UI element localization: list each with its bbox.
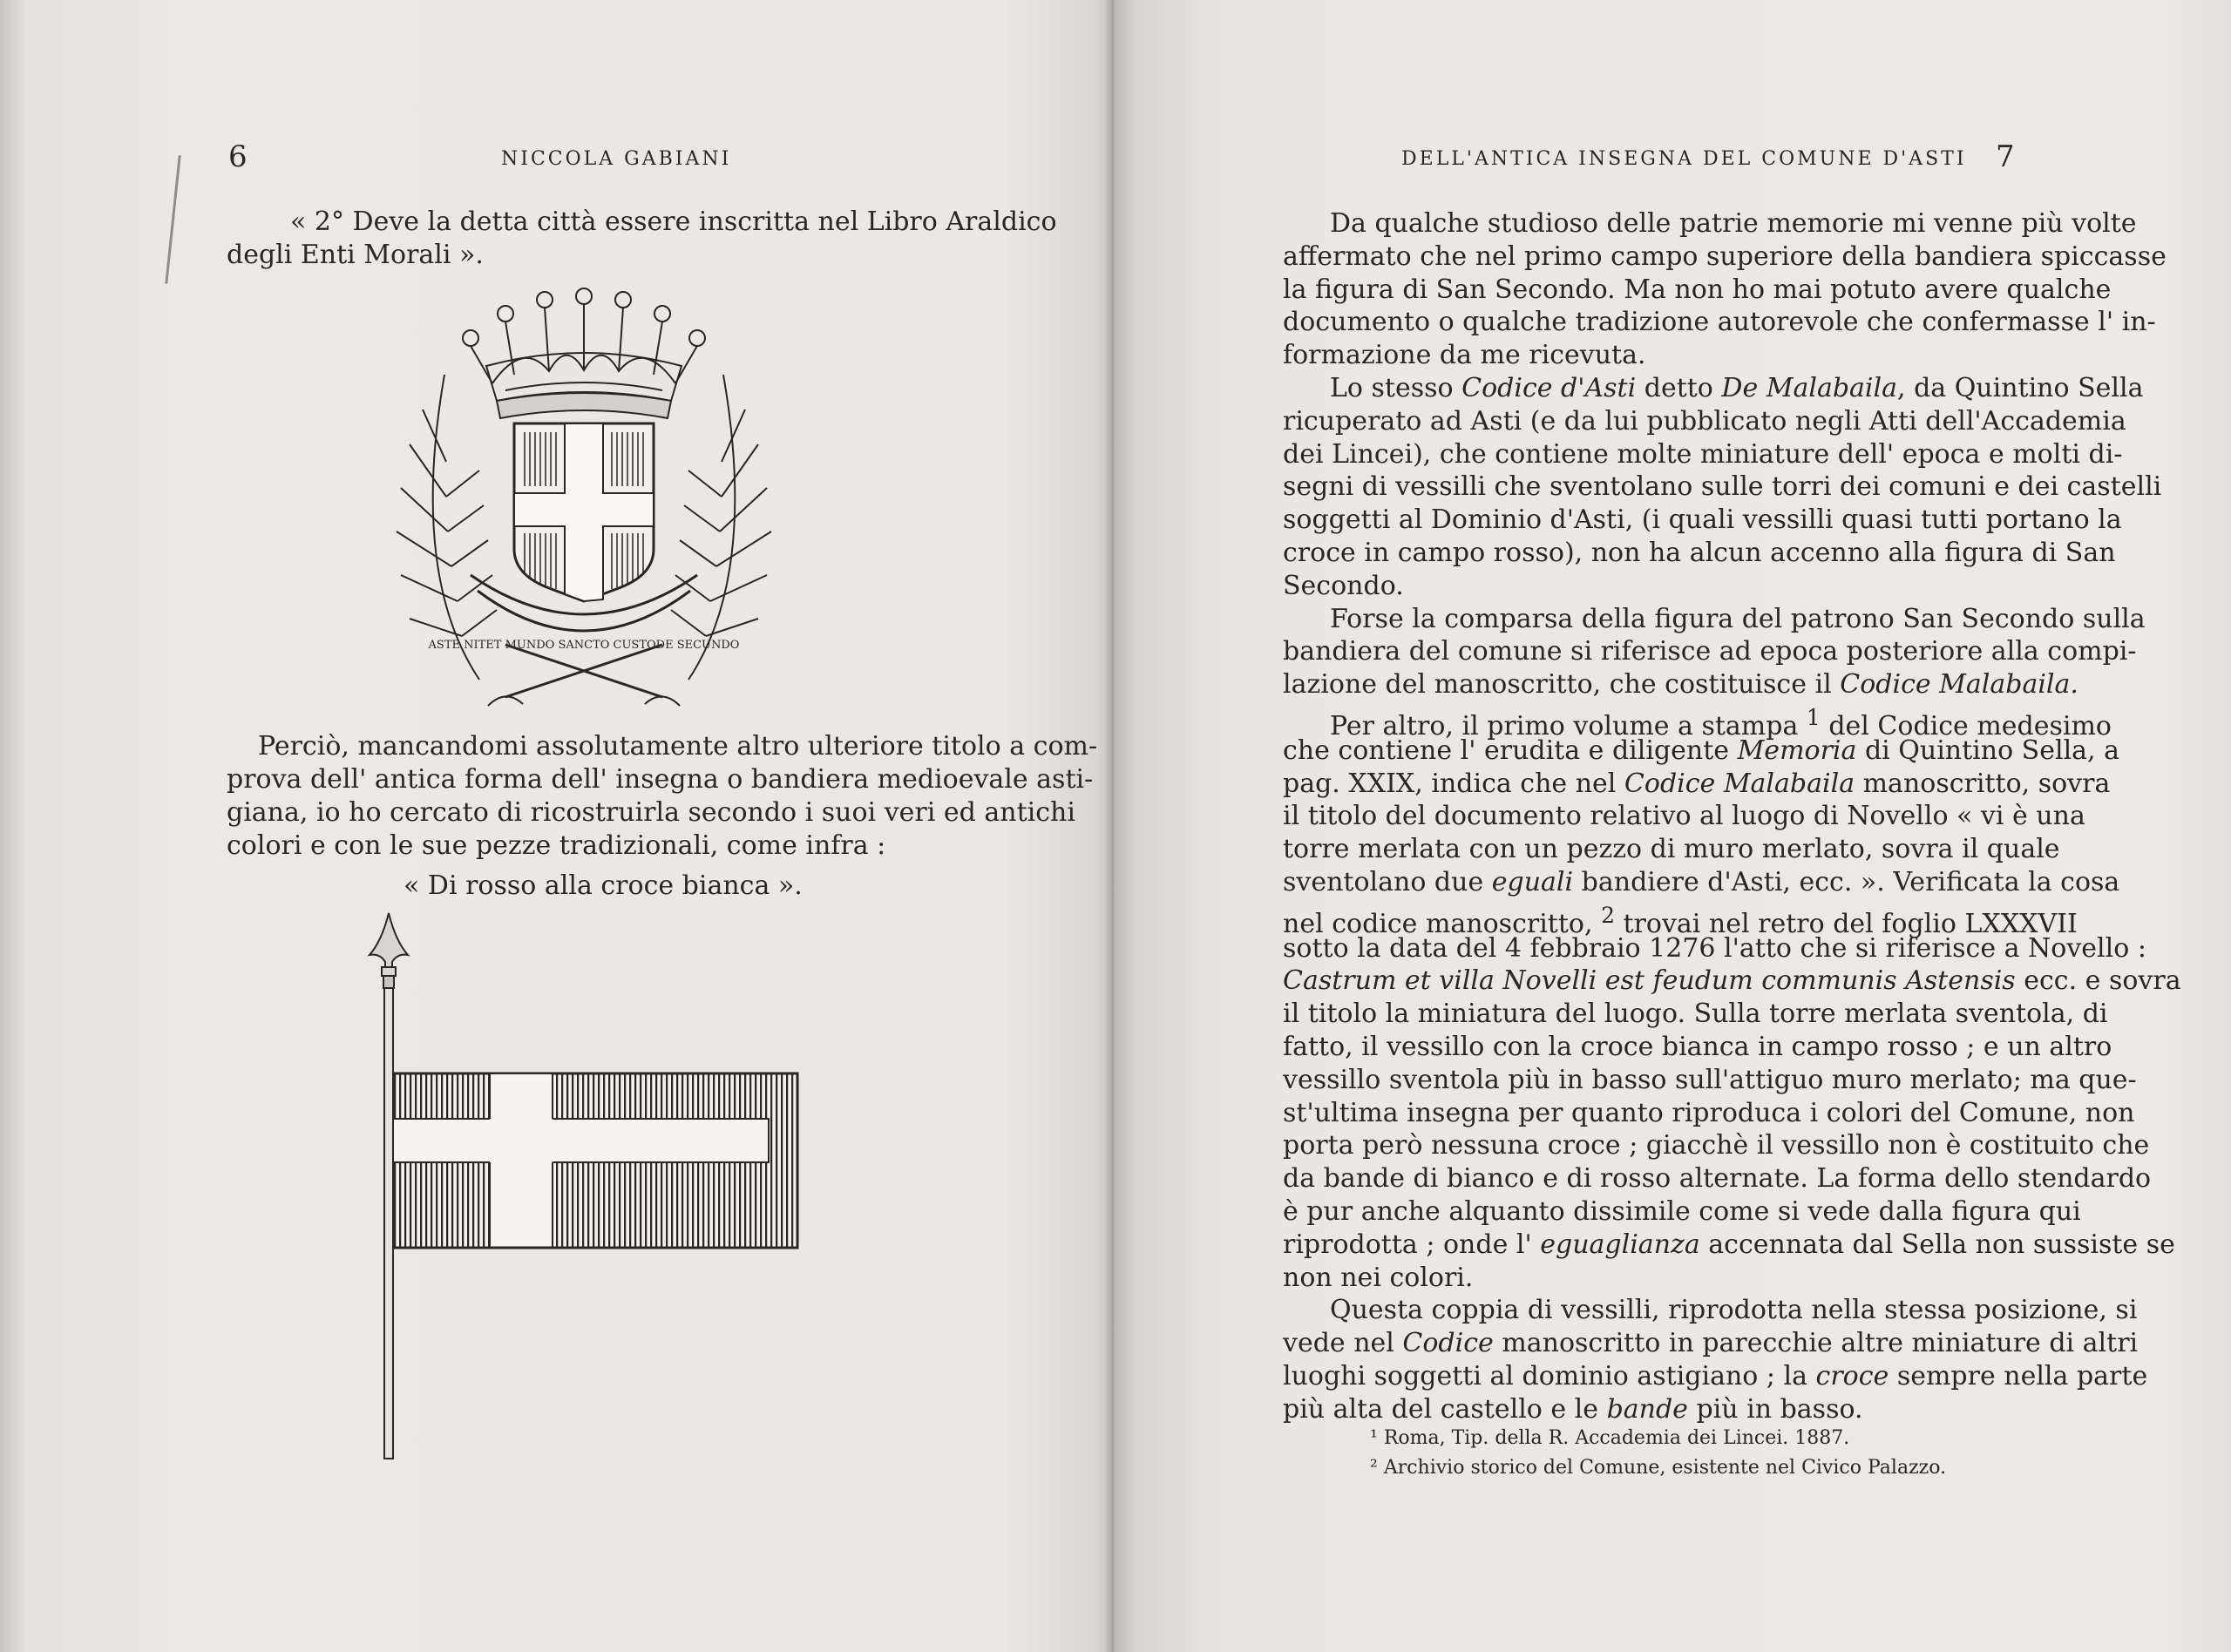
- quote-line: « 2° Deve la detta città essere inscritta nel Libro Araldico: [290, 206, 1057, 237]
- blazon: « Di rosso alla croce bianca ».: [403, 870, 803, 901]
- footnote: ² Archivio storico del Comune, esistente nel Civico Palazzo.: [1370, 1457, 1947, 1479]
- footnote: ¹ Roma, Tip. della R. Accademia dei Lincei. 1887.: [1370, 1427, 1850, 1449]
- emblem-motto: ASTE NITET MUNDO SANCTO CUSTODE SECUNDO: [428, 639, 740, 652]
- body-line: pag. XXIX, indica che nel Codice Malabaila manoscritto, sovra: [1283, 768, 2111, 799]
- body-line: porta però nessuna croce ; giacchè il vessillo non è costituito che: [1283, 1130, 2150, 1161]
- body-line: formazione da me ricevuta.: [1283, 340, 1646, 371]
- running-head: NICCOLA GABIANI: [501, 148, 732, 170]
- body-line: luoghi soggetti al dominio astigiano ; la croce sempre nella parte: [1283, 1361, 2148, 1391]
- body-line: la figura di San Secondo. Ma non ho mai potuto avere qualche: [1283, 274, 2112, 305]
- body-line: vede nel Codice manoscritto in parecchie altre miniature di altri: [1283, 1328, 2139, 1359]
- body-line: Secondo.: [1283, 570, 1404, 601]
- body-line: il titolo la miniatura del luogo. Sulla torre merlata sventola, di: [1283, 999, 2108, 1030]
- body-line: sotto la data del 4 febbraio 1276 l'atto che si riferisce a Novello :: [1283, 932, 2146, 964]
- coat-of-arms-illustration: [375, 288, 793, 714]
- pencil-mark: [165, 155, 180, 284]
- body-line: più alta del castello e le bande più in basso.: [1283, 1393, 1863, 1425]
- flag-illustration: [357, 906, 810, 1464]
- right-page: [1114, 0, 2231, 1652]
- body-line: st'ultima insegna per quanto riproduca i colori del Comune, non: [1283, 1097, 2135, 1128]
- body-line: fatto, il vessillo con la croce bianca in campo rosso ; e un altro: [1283, 1032, 2112, 1062]
- page-number: 6: [228, 139, 248, 174]
- body-line: da bande di bianco e di rosso alternate. La forma dello stendardo: [1283, 1163, 2152, 1195]
- body-line: ricuperato ad Asti (e da lui pubblicato negli Atti dell'Accademia: [1283, 405, 2126, 437]
- body-line: nel codice manoscritto, $^2$ trovai nel retro del foglio LXXXVII: [1283, 902, 2078, 939]
- body-line: Questa coppia di vessilli, riprodotta nella stessa posizione, si: [1330, 1295, 2138, 1326]
- body-line: vessillo sventola più in basso sull'attiguo muro merlato; ma que-: [1283, 1064, 2137, 1095]
- body-line: croce in campo rosso), non ha alcun accenno alla figura di San: [1283, 538, 2116, 568]
- body-line: il titolo del documento relativo al luogo di Novello « vi è una: [1283, 801, 2085, 832]
- paragraph-line: colori e con le sue pezze tradizionali, come infra :: [227, 830, 886, 861]
- body-line: dei Lincei), che contiene molte miniature dell' epoca e molti di-: [1283, 438, 2123, 470]
- body-line: sventolano due eguali bandiere d'Asti, ecc. ». Verificata la cosa: [1283, 867, 2120, 897]
- body-line: è pur anche alquanto dissimile come si vede dalla figura qui: [1283, 1196, 2081, 1227]
- left-page: [0, 0, 1114, 1652]
- body-line: affermato che nel primo campo superiore della bandiera spiccasse: [1283, 240, 2167, 272]
- body-line: Forse la comparsa della figura del patrono San Secondo sulla: [1330, 603, 2146, 634]
- body-line: Castrum et villa Novelli est feudum communis Astensis ecc. e sovra: [1283, 965, 2181, 997]
- body-line: Lo stesso Codice d'Asti detto De Malabaila, da Quintino Sella: [1330, 373, 2144, 403]
- body-line: bandiera del comune si riferisce ad epoca posteriore alla compi-: [1283, 636, 2137, 667]
- body-line: Da qualche studioso delle patrie memorie mi venne più volte: [1330, 208, 2137, 239]
- paragraph-line: Perciò, mancandomi assolutamente altro ulteriore titolo a com-: [258, 731, 1098, 762]
- body-line: che contiene l' erudita e diligente Memoria di Quintino Sella, a: [1283, 735, 2120, 766]
- quote-line: degli Enti Morali ».: [227, 240, 484, 270]
- body-line: torre merlata con un pezzo di muro merlato, sovra il quale: [1283, 834, 2060, 865]
- body-line: soggetti al Dominio d'Asti, (i quali vessilli quasi tutti portano la: [1283, 504, 2122, 536]
- body-line: non nei colori.: [1283, 1262, 1474, 1293]
- paragraph-line: prova dell' antica forma dell' insegna o bandiera medioevale asti-: [227, 764, 1094, 795]
- body-line: riprodotta ; onde l' eguaglianza accennata dal Sella non sussiste se: [1283, 1229, 2175, 1260]
- paragraph-line: giana, io ho cercato di ricostruirla secondo i suoi veri ed antichi: [227, 797, 1075, 828]
- running-head: DELL'ANTICA INSEGNA DEL COMUNE D'ASTI: [1401, 148, 1967, 170]
- body-line: lazione del manoscritto, che costituisce il Codice Malabaila.: [1283, 669, 2078, 701]
- page-number: 7: [1996, 139, 2015, 174]
- body-line: segni di vessilli che sventolano sulle torri dei comuni e dei castelli: [1283, 471, 2162, 503]
- body-line: Per altro, il primo volume a stampa $^1$ del Codice medesimo: [1330, 705, 2112, 741]
- body-line: documento o qualche tradizione autorevole che confermasse l' in-: [1283, 307, 2156, 338]
